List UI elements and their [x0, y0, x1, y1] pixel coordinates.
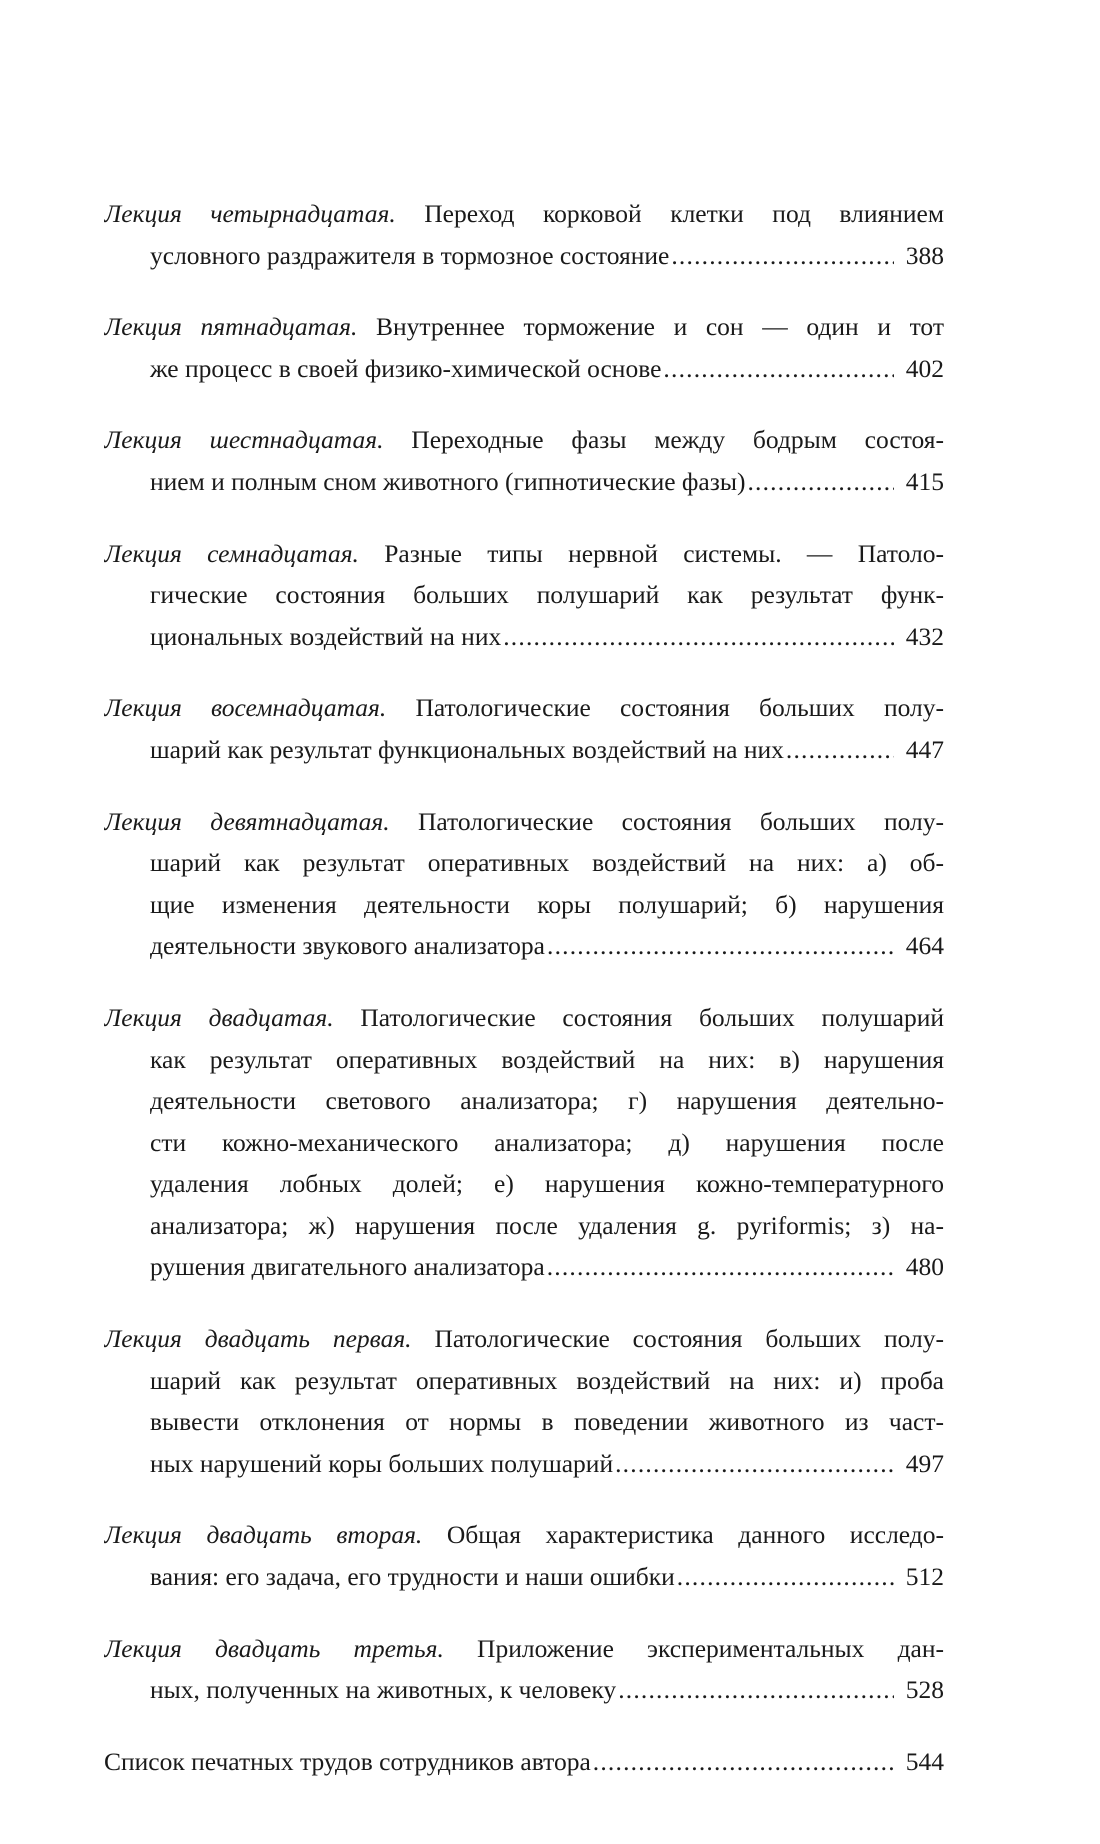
page-number: 497: [905, 1448, 944, 1478]
toc-entry-text: циональных воздействий на них: [150, 621, 502, 651]
toc-entry-text: шарий как результат оперативных воздействий на них: и) проба: [150, 1365, 944, 1395]
dot-leader: [671, 235, 894, 277]
toc-entry-line: [104, 687, 944, 729]
lecture-title: Лекция пятнадцатая.: [104, 312, 358, 342]
toc-entry-line: [104, 1401, 944, 1443]
page-number: 464: [905, 931, 944, 961]
lecture-title: Лекция двадцать вторая.: [104, 1520, 423, 1550]
toc-entry-text: Патологические состояния больших полушарий: [360, 1002, 944, 1032]
toc-entry-text: щие изменения деятельности коры полушарий; б) нарушения: [150, 889, 944, 919]
dot-leader: [547, 925, 894, 967]
toc-entry-text: вывести отклонения от нормы в поведении животного из част-: [150, 1407, 944, 1437]
toc-entry-text: Приложение экспериментальных дан-: [477, 1633, 944, 1663]
dot-leader: [547, 1246, 894, 1288]
toc-entry-text: шарий как результат оперативных воздействий на них: а) об-: [150, 848, 944, 878]
toc-entry: [104, 306, 944, 389]
toc-entry: [104, 1628, 944, 1711]
page-number: 415: [905, 466, 944, 496]
page-number: 388: [905, 240, 944, 270]
toc-entry-text: Внутреннее торможение и сон — один и тот: [376, 312, 944, 342]
toc-entry-text: Список печатных трудов сотрудников автора: [104, 1746, 591, 1776]
toc-entry-text: как результат оперативных воздействий на них: в) нарушения: [150, 1044, 944, 1074]
toc-entry: [104, 1741, 944, 1783]
toc-entry-text: нием и полным сном животного (гипнотические фазы): [150, 466, 746, 496]
dot-leader: [747, 461, 894, 503]
toc-entry-final-line: [104, 1669, 944, 1711]
toc-entry: [104, 193, 944, 276]
lecture-title: Лекция четырнадцатая.: [104, 199, 396, 228]
toc-entry-final-line: [104, 1443, 944, 1485]
dot-leader: [593, 1741, 894, 1783]
toc-entry-final-line: [104, 925, 944, 967]
page-number: 432: [905, 621, 944, 651]
toc-entry-line: [104, 1122, 944, 1164]
toc-entry-line: [104, 997, 944, 1039]
toc-entry: [104, 1318, 944, 1484]
toc-entry-line: [104, 574, 944, 616]
page-number: 512: [905, 1562, 944, 1592]
toc-entry: [104, 997, 944, 1288]
toc-entry-text: Патологические состояния больших полу-: [415, 693, 944, 723]
toc-entry-final-line: [104, 729, 944, 771]
toc-entry-line: [104, 1318, 944, 1360]
page-number: 447: [905, 734, 944, 764]
toc-entry-text: же процесс в своей физико-химической основе: [150, 353, 662, 383]
toc-entry-final-line: [104, 1246, 944, 1288]
toc-entry: [104, 801, 944, 967]
lecture-title: Лекция двадцать третья.: [104, 1633, 444, 1663]
toc-entry-text: ных, полученных на животных, к человеку: [150, 1675, 617, 1705]
lecture-title: Лекция восемнадцатая.: [104, 693, 387, 723]
toc-entry-text: Общая характеристика данного исследо-: [446, 1520, 944, 1550]
toc-entry-text: Разные типы нервной системы. — Патоло-: [384, 538, 944, 568]
toc-entry-line: [104, 1205, 944, 1247]
dot-leader: [615, 1443, 894, 1485]
toc-entry-line: [104, 1514, 944, 1556]
toc-entry-line: [104, 884, 944, 926]
toc-entry: [104, 687, 944, 770]
toc-entry-final-line: [104, 616, 944, 658]
toc-entry-text: вания: его задача, его трудности и наши ошибки: [150, 1562, 675, 1592]
dot-leader: [618, 1669, 894, 1711]
table-of-contents: [104, 193, 944, 1812]
dot-leader: [663, 348, 894, 390]
toc-entry-text: рушения двигательного анализатора: [150, 1252, 545, 1282]
toc-entry-line: [104, 419, 944, 461]
toc-entry-text: Переход корковой клетки под влиянием: [424, 199, 944, 228]
toc-entry-line: [104, 1360, 944, 1402]
lecture-title: Лекция двадцатая.: [104, 1002, 334, 1032]
dot-leader: [677, 1556, 894, 1598]
toc-entry-line: [104, 193, 944, 235]
toc-entry-line: [104, 1080, 944, 1122]
lecture-title: Лекция девятнадцатая.: [104, 806, 390, 836]
toc-entry-line: [104, 1628, 944, 1670]
dot-leader: [503, 616, 894, 658]
toc-entry-text: анализатора; ж) нарушения после удаления g. pyriformis; з) на-: [150, 1210, 944, 1240]
toc-entry-text: шарий как результат функциональных воздействий на них: [150, 734, 784, 764]
toc-entry: [104, 1514, 944, 1597]
toc-entry-text: деятельности звукового анализатора: [150, 931, 545, 961]
page-number: 480: [905, 1252, 944, 1282]
toc-entry-text: гические состояния больших полушарий как результат функ-: [150, 580, 944, 610]
toc-entry-line: [104, 306, 944, 348]
toc-entry-final-line: [104, 235, 944, 277]
lecture-title: Лекция шестнадцатая.: [104, 425, 384, 455]
toc-entry-final-line: [104, 348, 944, 390]
lecture-title: Лекция двадцать первая.: [104, 1324, 412, 1354]
toc-entry-text: Патологические состояния больших полу-: [434, 1324, 944, 1354]
toc-entry-text: деятельности светового анализатора; г) нарушения деятельно-: [150, 1086, 944, 1116]
toc-entry-text: Патологические состояния больших полу-: [417, 806, 944, 836]
toc-entry-line: [104, 842, 944, 884]
toc-entry-line: [104, 1163, 944, 1205]
toc-entry-text: ных нарушений коры больших полушарий: [150, 1448, 614, 1478]
toc-entry-final-line: [104, 1741, 944, 1783]
page-number: 402: [905, 353, 944, 383]
toc-entry-text: Переходные фазы между бодрым состоя-: [411, 425, 944, 455]
toc-entry: [104, 419, 944, 502]
toc-entry-final-line: [104, 1556, 944, 1598]
toc-entry-text: сти кожно-механического анализатора; д) нарушения после: [150, 1127, 944, 1157]
toc-entry-line: [104, 1039, 944, 1081]
toc-entry: [104, 533, 944, 658]
toc-entry-line: [104, 533, 944, 575]
page-number: 544: [905, 1746, 944, 1776]
dot-leader: [786, 729, 894, 771]
page-number: 528: [905, 1675, 944, 1705]
lecture-title: Лекция семнадцатая.: [104, 538, 359, 568]
toc-entry-text: условного раздражителя в тормозное состояние: [150, 240, 670, 270]
toc-entry-final-line: [104, 461, 944, 503]
toc-entry-text: удаления лобных долей; е) нарушения кожно-температурного: [150, 1169, 944, 1199]
toc-entry-line: [104, 801, 944, 843]
